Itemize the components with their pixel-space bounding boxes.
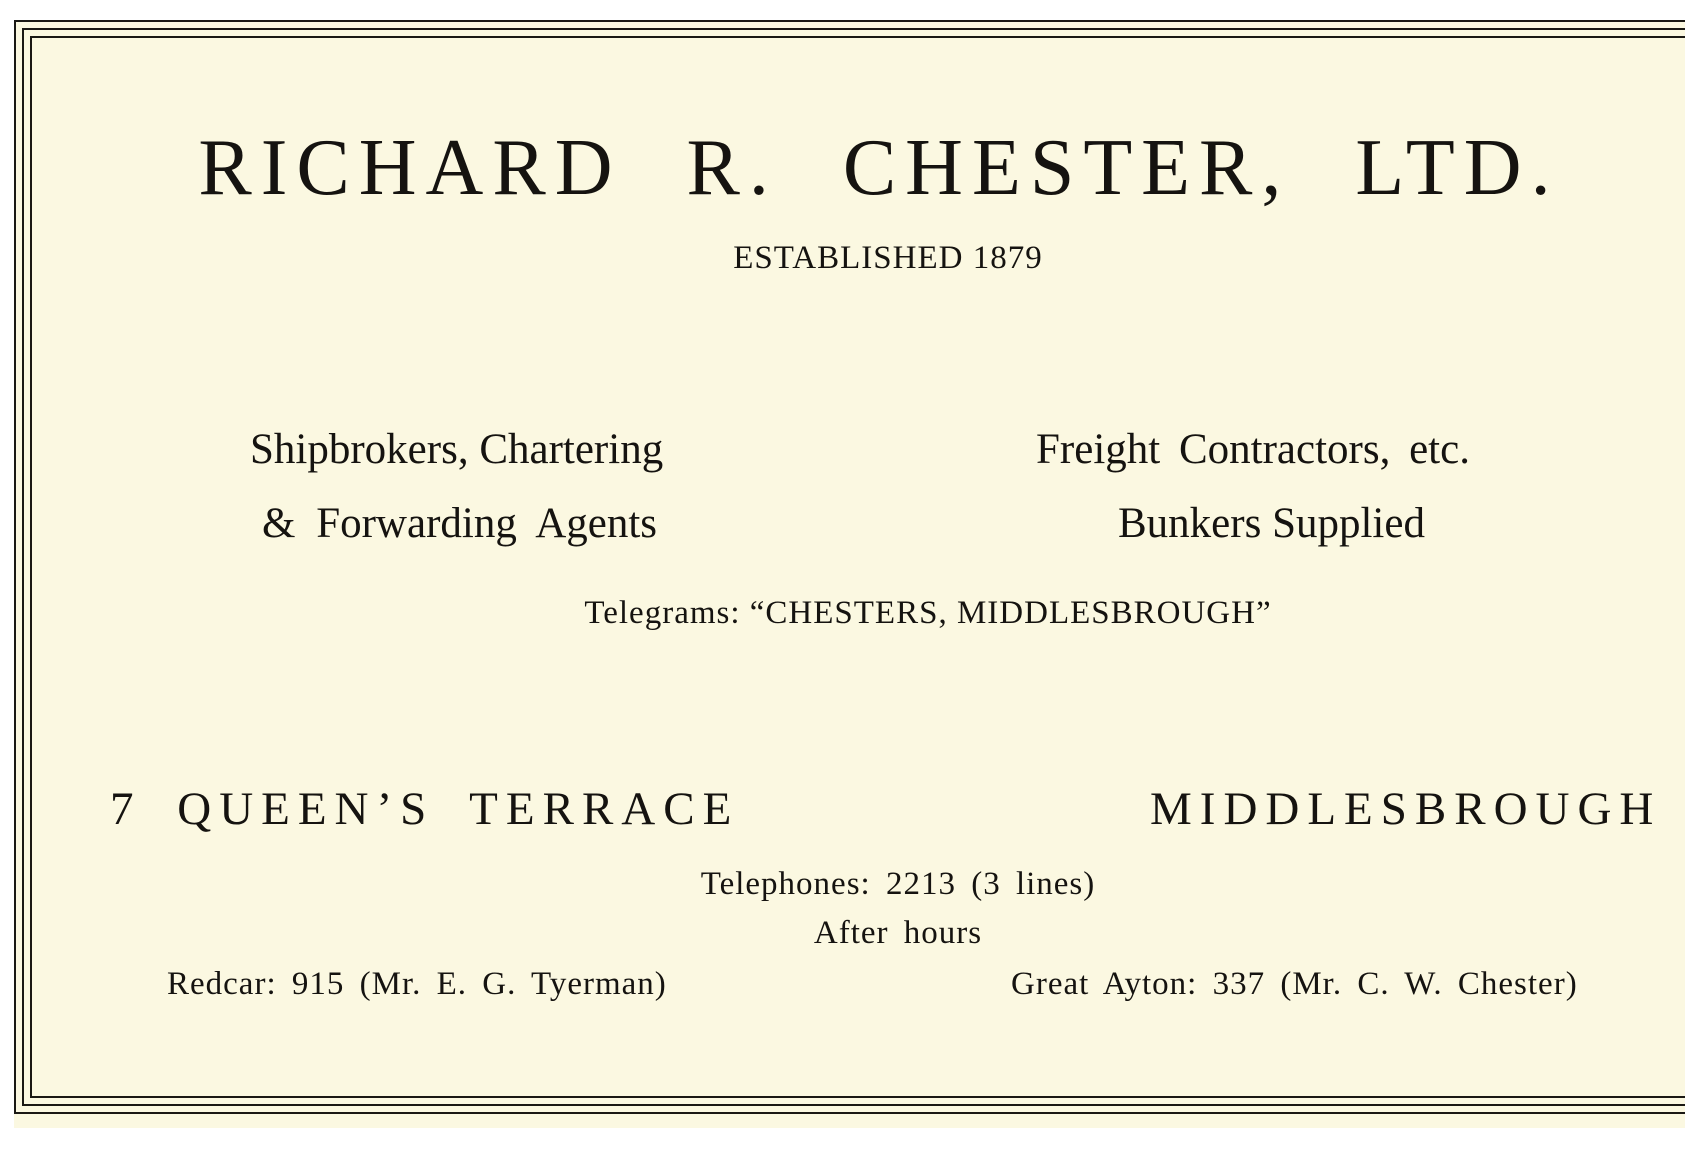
telephones-line: Telephones: 2213 (3 lines) [700,866,1096,902]
border-left-rule [30,36,32,1098]
street-address: 7 QUEEN’S TERRACE [110,783,740,835]
services-left-line-1: Shipbrokers, Chartering [250,426,664,473]
services-left-line-2: & Forwarding Agents [262,500,658,547]
services-right-line-2: Bunkers Supplied [1118,500,1425,547]
telegrams-line: Telegrams: “CHESTERS, MIDDLESBROUGH” [584,595,1272,631]
border-bottom-rule [22,1104,1685,1106]
border-top-rule [30,36,1685,38]
border-left-rule [14,20,16,1114]
border-left-rule [22,28,24,1106]
after-hours-contact-redcar: Redcar: 915 (Mr. E. G. Tyerman) [167,966,667,1002]
after-hours-label: After hours [813,915,983,951]
services-right-line-1: Freight Contractors, etc. [1036,426,1470,473]
company-name: RICHARD R. CHESTER, LTD. [198,124,1560,212]
border-bottom-rule [14,1112,1685,1114]
border-top-rule [14,20,1685,22]
border-top-rule [22,28,1685,30]
after-hours-contact-great-ayton: Great Ayton: 337 (Mr. C. W. Chester) [1011,966,1578,1002]
border-bottom-rule [30,1096,1685,1098]
town-name: MIDDLESBROUGH [1150,783,1662,835]
established-line: ESTABLISHED 1879 [733,240,1043,276]
